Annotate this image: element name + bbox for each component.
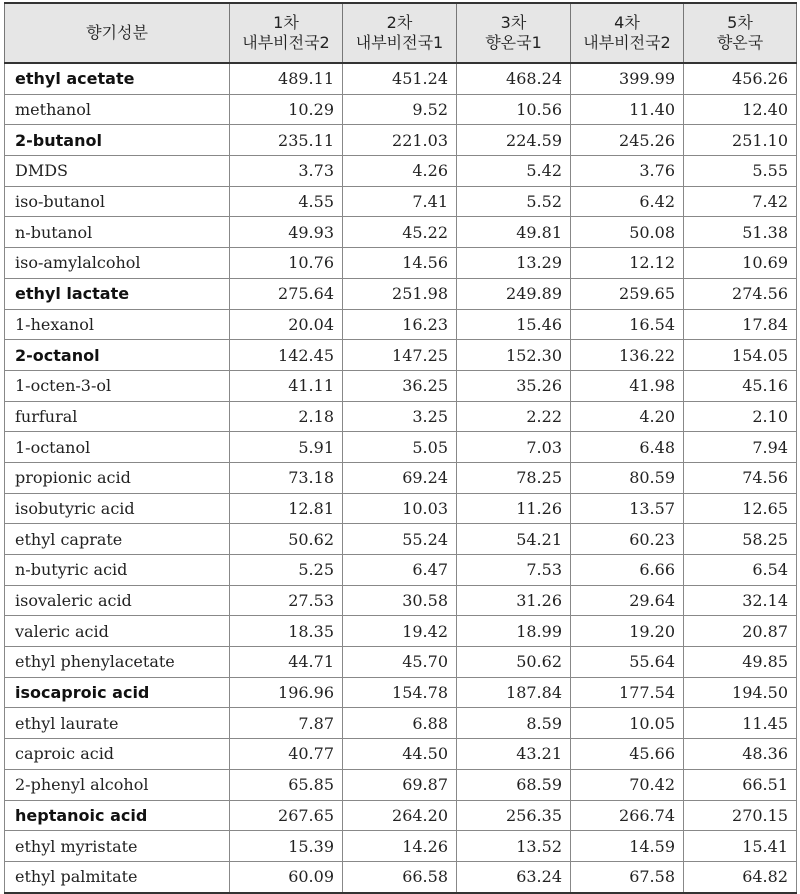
compound-name-cell: furfural bbox=[5, 401, 230, 432]
batch-1-value-cell: 5.91 bbox=[230, 432, 343, 463]
batch-2-value-cell: 30.58 bbox=[343, 585, 457, 616]
batch-1-value-cell: 60.09 bbox=[230, 861, 343, 892]
batch-2-value-cell: 19.42 bbox=[343, 616, 457, 647]
table-row bbox=[5, 401, 797, 432]
table-header bbox=[5, 3, 797, 63]
batch-3-value-cell: 15.46 bbox=[457, 309, 571, 340]
batch-5-value-cell: 49.85 bbox=[684, 647, 797, 678]
batch-1-value-cell: 196.96 bbox=[230, 677, 343, 708]
compound-name-cell: isovaleric acid bbox=[5, 585, 230, 616]
batch-4-value-cell: 67.58 bbox=[571, 861, 684, 892]
batch-4-value-cell: 12.12 bbox=[571, 248, 684, 279]
compound-name-cell: 2-octanol bbox=[5, 340, 230, 371]
batch-5-value-cell: 194.50 bbox=[684, 677, 797, 708]
batch-4-value-cell: 177.54 bbox=[571, 677, 684, 708]
batch-5-value-cell: 48.36 bbox=[684, 739, 797, 770]
batch-3-value-cell: 18.99 bbox=[457, 616, 571, 647]
batch-1-value-cell: 50.62 bbox=[230, 524, 343, 555]
batch-5-value-cell: 10.69 bbox=[684, 248, 797, 279]
batch-1-value-cell: 7.87 bbox=[230, 708, 343, 739]
batch-4-value-cell: 14.59 bbox=[571, 831, 684, 862]
compound-name-cell: 1-hexanol bbox=[5, 309, 230, 340]
batch-1-value-cell: 267.65 bbox=[230, 800, 343, 831]
batch-4-value-cell: 45.66 bbox=[571, 739, 684, 770]
compound-name-cell: isocaproic acid bbox=[5, 677, 230, 708]
batch-4-value-cell: 266.74 bbox=[571, 800, 684, 831]
batch-2-value-cell: 36.25 bbox=[343, 370, 457, 401]
batch-4-value-cell: 70.42 bbox=[571, 769, 684, 800]
batch-2-value-cell: 451.24 bbox=[343, 63, 457, 94]
batch-5-value-cell: 7.94 bbox=[684, 432, 797, 463]
compound-name-cell: 2-phenyl alcohol bbox=[5, 769, 230, 800]
table-row bbox=[5, 370, 797, 401]
header-batch-5 bbox=[684, 3, 797, 63]
batch-4-value-cell: 60.23 bbox=[571, 524, 684, 555]
batch-5-value-cell: 58.25 bbox=[684, 524, 797, 555]
batch-3-value-cell: 152.30 bbox=[457, 340, 571, 371]
batch-5-value-cell: 64.82 bbox=[684, 861, 797, 892]
header-batch-3-source: 향온국1 bbox=[485, 33, 542, 52]
batch-3-value-cell: 7.53 bbox=[457, 555, 571, 586]
batch-1-value-cell: 12.81 bbox=[230, 493, 343, 524]
compound-name-cell: ethyl laurate bbox=[5, 708, 230, 739]
batch-2-value-cell: 4.26 bbox=[343, 156, 457, 187]
compound-name-cell: DMDS bbox=[5, 156, 230, 187]
batch-1-value-cell: 2.18 bbox=[230, 401, 343, 432]
batch-4-value-cell: 259.65 bbox=[571, 278, 684, 309]
batch-2-value-cell: 147.25 bbox=[343, 340, 457, 371]
batch-3-value-cell: 13.52 bbox=[457, 831, 571, 862]
batch-2-value-cell: 69.24 bbox=[343, 462, 457, 493]
batch-5-value-cell: 274.56 bbox=[684, 278, 797, 309]
table-row bbox=[5, 340, 797, 371]
batch-3-value-cell: 249.89 bbox=[457, 278, 571, 309]
batch-5-value-cell: 45.16 bbox=[684, 370, 797, 401]
batch-1-value-cell: 44.71 bbox=[230, 647, 343, 678]
batch-4-value-cell: 19.20 bbox=[571, 616, 684, 647]
batch-2-value-cell: 69.87 bbox=[343, 769, 457, 800]
header-batch-1-round: 1차 bbox=[273, 13, 299, 32]
compound-name-cell: 2-butanol bbox=[5, 125, 230, 156]
batch-1-value-cell: 5.25 bbox=[230, 555, 343, 586]
batch-3-value-cell: 43.21 bbox=[457, 739, 571, 770]
table-body bbox=[5, 63, 797, 893]
batch-4-value-cell: 4.20 bbox=[571, 401, 684, 432]
batch-4-value-cell: 6.48 bbox=[571, 432, 684, 463]
batch-4-value-cell: 3.76 bbox=[571, 156, 684, 187]
batch-3-value-cell: 11.26 bbox=[457, 493, 571, 524]
batch-1-value-cell: 40.77 bbox=[230, 739, 343, 770]
compound-name-cell: n-butanol bbox=[5, 217, 230, 248]
batch-2-value-cell: 3.25 bbox=[343, 401, 457, 432]
batch-5-value-cell: 2.10 bbox=[684, 401, 797, 432]
compound-name-cell: iso-butanol bbox=[5, 186, 230, 217]
batch-5-value-cell: 12.40 bbox=[684, 94, 797, 125]
batch-3-value-cell: 7.03 bbox=[457, 432, 571, 463]
batch-4-value-cell: 80.59 bbox=[571, 462, 684, 493]
batch-1-value-cell: 3.73 bbox=[230, 156, 343, 187]
compound-name-cell: methanol bbox=[5, 94, 230, 125]
batch-2-value-cell: 7.41 bbox=[343, 186, 457, 217]
header-batch-2-source: 내부비전국1 bbox=[355, 33, 444, 52]
compound-name-cell: ethyl caprate bbox=[5, 524, 230, 555]
batch-3-value-cell: 8.59 bbox=[457, 708, 571, 739]
table-row bbox=[5, 831, 797, 862]
batch-5-value-cell: 74.56 bbox=[684, 462, 797, 493]
batch-4-value-cell: 29.64 bbox=[571, 585, 684, 616]
batch-2-value-cell: 6.47 bbox=[343, 555, 457, 586]
batch-5-value-cell: 5.55 bbox=[684, 156, 797, 187]
batch-2-value-cell: 9.52 bbox=[343, 94, 457, 125]
batch-2-value-cell: 14.56 bbox=[343, 248, 457, 279]
batch-5-value-cell: 20.87 bbox=[684, 616, 797, 647]
batch-2-value-cell: 221.03 bbox=[343, 125, 457, 156]
batch-4-value-cell: 10.05 bbox=[571, 708, 684, 739]
batch-3-value-cell: 2.22 bbox=[457, 401, 571, 432]
batch-2-value-cell: 264.20 bbox=[343, 800, 457, 831]
batch-5-value-cell: 7.42 bbox=[684, 186, 797, 217]
batch-3-value-cell: 54.21 bbox=[457, 524, 571, 555]
batch-5-value-cell: 15.41 bbox=[684, 831, 797, 862]
batch-3-value-cell: 5.52 bbox=[457, 186, 571, 217]
batch-2-value-cell: 45.22 bbox=[343, 217, 457, 248]
batch-3-value-cell: 5.42 bbox=[457, 156, 571, 187]
header-batch-3 bbox=[457, 3, 571, 63]
batch-2-value-cell: 44.50 bbox=[343, 739, 457, 770]
table-row bbox=[5, 278, 797, 309]
batch-3-value-cell: 187.84 bbox=[457, 677, 571, 708]
table-row bbox=[5, 217, 797, 248]
batch-1-value-cell: 235.11 bbox=[230, 125, 343, 156]
batch-1-value-cell: 10.29 bbox=[230, 94, 343, 125]
batch-2-value-cell: 16.23 bbox=[343, 309, 457, 340]
table-row bbox=[5, 585, 797, 616]
batch-3-value-cell: 49.81 bbox=[457, 217, 571, 248]
compound-name-cell: propionic acid bbox=[5, 462, 230, 493]
header-row bbox=[5, 3, 797, 63]
table-row bbox=[5, 647, 797, 678]
table-row bbox=[5, 248, 797, 279]
batch-2-value-cell: 154.78 bbox=[343, 677, 457, 708]
header-batch-3-round: 3차 bbox=[500, 13, 527, 32]
header-batch-2-round: 2차 bbox=[386, 13, 413, 32]
batch-3-value-cell: 50.62 bbox=[457, 647, 571, 678]
batch-1-value-cell: 49.93 bbox=[230, 217, 343, 248]
batch-2-value-cell: 66.58 bbox=[343, 861, 457, 892]
batch-3-value-cell: 31.26 bbox=[457, 585, 571, 616]
batch-3-value-cell: 35.26 bbox=[457, 370, 571, 401]
table-row bbox=[5, 462, 797, 493]
batch-5-value-cell: 32.14 bbox=[684, 585, 797, 616]
batch-3-value-cell: 468.24 bbox=[457, 63, 571, 94]
compound-name-cell: isobutyric acid bbox=[5, 493, 230, 524]
header-batch-5-round: 5차 bbox=[727, 13, 753, 32]
table-row bbox=[5, 493, 797, 524]
batch-2-value-cell: 14.26 bbox=[343, 831, 457, 862]
batch-2-value-cell: 6.88 bbox=[343, 708, 457, 739]
batch-1-value-cell: 275.64 bbox=[230, 278, 343, 309]
batch-4-value-cell: 6.66 bbox=[571, 555, 684, 586]
table-row bbox=[5, 125, 797, 156]
header-batch-4-source: 내부비전국2 bbox=[583, 33, 671, 52]
compound-name-cell: iso-amylalcohol bbox=[5, 248, 230, 279]
batch-5-value-cell: 12.65 bbox=[684, 493, 797, 524]
header-component: 향기성분 bbox=[5, 3, 230, 63]
batch-5-value-cell: 251.10 bbox=[684, 125, 797, 156]
aroma-compound-table-container bbox=[4, 2, 796, 894]
batch-5-value-cell: 6.54 bbox=[684, 555, 797, 586]
compound-name-cell: n-butyric acid bbox=[5, 555, 230, 586]
batch-3-value-cell: 256.35 bbox=[457, 800, 571, 831]
batch-4-value-cell: 11.40 bbox=[571, 94, 684, 125]
compound-name-cell: heptanoic acid bbox=[5, 800, 230, 831]
batch-1-value-cell: 20.04 bbox=[230, 309, 343, 340]
compound-name-cell: caproic acid bbox=[5, 739, 230, 770]
table-row bbox=[5, 186, 797, 217]
compound-name-cell: 1-octen-3-ol bbox=[5, 370, 230, 401]
batch-4-value-cell: 136.22 bbox=[571, 340, 684, 371]
batch-3-value-cell: 78.25 bbox=[457, 462, 571, 493]
table-row bbox=[5, 94, 797, 125]
table-row bbox=[5, 861, 797, 892]
table-row bbox=[5, 677, 797, 708]
header-batch-1-source: 내부비전국2 bbox=[242, 33, 330, 52]
aroma-compound-table bbox=[4, 2, 797, 894]
table-row bbox=[5, 432, 797, 463]
batch-3-value-cell: 63.24 bbox=[457, 861, 571, 892]
batch-3-value-cell: 68.59 bbox=[457, 769, 571, 800]
compound-name-cell: ethyl lactate bbox=[5, 278, 230, 309]
compound-name-cell: valeric acid bbox=[5, 616, 230, 647]
compound-name-cell: 1-octanol bbox=[5, 432, 230, 463]
table-row bbox=[5, 63, 797, 94]
batch-4-value-cell: 13.57 bbox=[571, 493, 684, 524]
table-row bbox=[5, 156, 797, 187]
compound-name-cell: ethyl phenylacetate bbox=[5, 647, 230, 678]
batch-5-value-cell: 154.05 bbox=[684, 340, 797, 371]
table-row bbox=[5, 309, 797, 340]
batch-5-value-cell: 17.84 bbox=[684, 309, 797, 340]
batch-2-value-cell: 55.24 bbox=[343, 524, 457, 555]
header-batch-2 bbox=[343, 3, 457, 63]
batch-3-value-cell: 10.56 bbox=[457, 94, 571, 125]
batch-1-value-cell: 4.55 bbox=[230, 186, 343, 217]
batch-5-value-cell: 270.15 bbox=[684, 800, 797, 831]
batch-4-value-cell: 245.26 bbox=[571, 125, 684, 156]
table-row bbox=[5, 555, 797, 586]
batch-5-value-cell: 11.45 bbox=[684, 708, 797, 739]
batch-2-value-cell: 251.98 bbox=[343, 278, 457, 309]
batch-2-value-cell: 45.70 bbox=[343, 647, 457, 678]
batch-1-value-cell: 489.11 bbox=[230, 63, 343, 94]
batch-4-value-cell: 16.54 bbox=[571, 309, 684, 340]
batch-5-value-cell: 51.38 bbox=[684, 217, 797, 248]
batch-1-value-cell: 41.11 bbox=[230, 370, 343, 401]
header-batch-4-round: 4차 bbox=[614, 13, 640, 32]
header-batch-5-source: 향온국 bbox=[716, 33, 764, 52]
batch-1-value-cell: 27.53 bbox=[230, 585, 343, 616]
batch-1-value-cell: 18.35 bbox=[230, 616, 343, 647]
compound-name-cell: ethyl acetate bbox=[5, 63, 230, 94]
batch-5-value-cell: 66.51 bbox=[684, 769, 797, 800]
batch-3-value-cell: 224.59 bbox=[457, 125, 571, 156]
table-row bbox=[5, 800, 797, 831]
compound-name-cell: ethyl palmitate bbox=[5, 861, 230, 892]
compound-name-cell: ethyl myristate bbox=[5, 831, 230, 862]
batch-2-value-cell: 10.03 bbox=[343, 493, 457, 524]
table-row bbox=[5, 739, 797, 770]
batch-1-value-cell: 10.76 bbox=[230, 248, 343, 279]
batch-1-value-cell: 142.45 bbox=[230, 340, 343, 371]
batch-1-value-cell: 73.18 bbox=[230, 462, 343, 493]
table-row bbox=[5, 708, 797, 739]
header-batch-1 bbox=[230, 3, 343, 63]
batch-3-value-cell: 13.29 bbox=[457, 248, 571, 279]
batch-2-value-cell: 5.05 bbox=[343, 432, 457, 463]
batch-4-value-cell: 41.98 bbox=[571, 370, 684, 401]
batch-4-value-cell: 50.08 bbox=[571, 217, 684, 248]
header-batch-4 bbox=[571, 3, 684, 63]
table-row bbox=[5, 616, 797, 647]
batch-4-value-cell: 55.64 bbox=[571, 647, 684, 678]
batch-1-value-cell: 15.39 bbox=[230, 831, 343, 862]
table-row bbox=[5, 524, 797, 555]
batch-4-value-cell: 399.99 bbox=[571, 63, 684, 94]
batch-4-value-cell: 6.42 bbox=[571, 186, 684, 217]
batch-1-value-cell: 65.85 bbox=[230, 769, 343, 800]
table-row bbox=[5, 769, 797, 800]
batch-5-value-cell: 456.26 bbox=[684, 63, 797, 94]
